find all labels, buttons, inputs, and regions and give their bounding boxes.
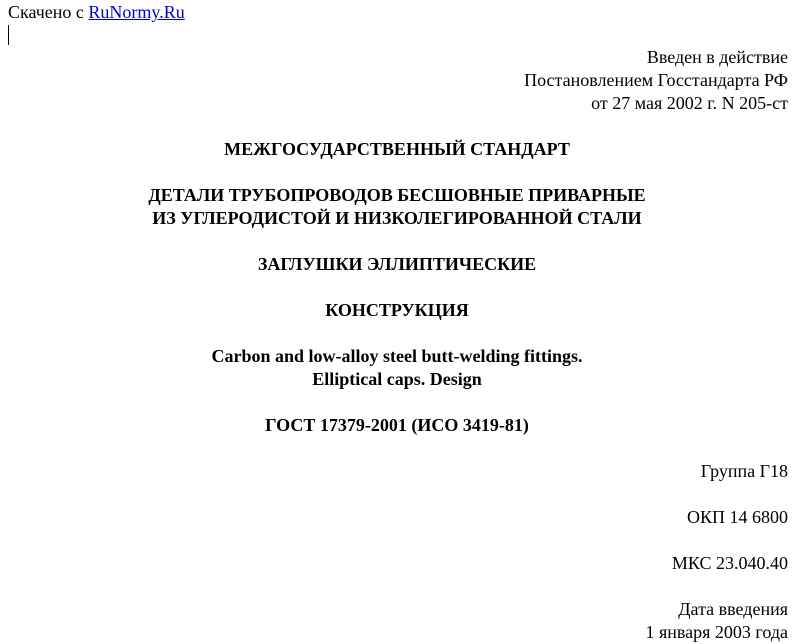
subject-heading-line-2: ИЗ УГЛЕРОДИСТОЙ И НИЗКОЛЕГИРОВАННОЙ СТАЛИ — [152, 208, 642, 228]
section-heading: КОНСТРУКЦИЯ — [325, 300, 469, 320]
subject-heading-line-1: ДЕТАЛИ ТРУБОПРОВОДОВ БЕСШОВНЫЕ ПРИВАРНЫЕ — [148, 185, 646, 205]
intro-line-2: Постановлением Госстандарта РФ — [524, 70, 788, 90]
english-title-line-2: Elliptical caps. Design — [312, 369, 482, 389]
group-code: Группа Г18 — [700, 461, 788, 481]
source-link[interactable]: RuNormy.Ru — [88, 2, 185, 22]
source-line — [8, 2, 185, 23]
standard-type-heading: МЕЖГОСУДАРСТВЕННЫЙ СТАНДАРТ — [224, 139, 570, 159]
intro-line-1: Введен в действие — [646, 47, 788, 67]
part-heading: ЗАГЛУШКИ ЭЛЛИПТИЧЕСКИЕ — [257, 254, 537, 274]
mks-code: МКС 23.040.40 — [671, 553, 788, 573]
okp-code: ОКП 14 6800 — [686, 507, 788, 527]
source-prefix: Скачено с — [8, 2, 89, 22]
text-cursor — [8, 25, 9, 45]
intro-date-label: Дата введения — [678, 599, 788, 619]
english-title-line-1: Carbon and low-alloy steel butt-welding fittings. — [211, 346, 583, 366]
standard-code: ГОСТ 17379-2001 (ИСО 3419-81) — [265, 415, 529, 435]
intro-line-3: от 27 мая 2002 г. N 205-ст — [591, 93, 788, 113]
intro-date: 1 января 2003 года — [645, 622, 788, 642]
